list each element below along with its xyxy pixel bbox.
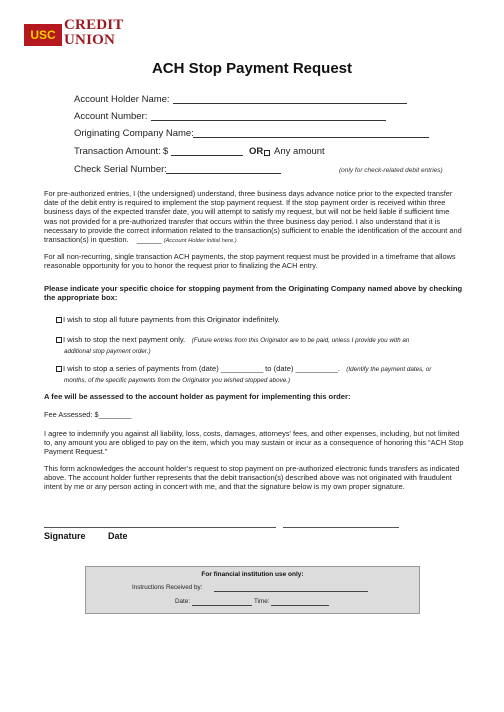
indemnify-paragraph: I agree to indemnify you against all liability, loss, costs, damages, attorneys' fees, and other expenses, including, but not limited to, any amount you are obliged to pay on the item, which you may sustain or incur as a consequence of honoring this “ACH Stop Payment Request.” (44, 429, 464, 457)
option-stop-all-label: I wish to stop all future payments from this Originator indefinitely. (63, 315, 280, 324)
fi-time-line[interactable] (271, 605, 329, 606)
checkbox-icon[interactable] (56, 337, 62, 343)
signature-label: Signature (44, 531, 86, 541)
fee-assessed-label: Fee Assessed: (44, 410, 93, 419)
fi-date-line[interactable] (192, 605, 252, 606)
fee-heading: A fee will be assessed to the account holder as payment for implementing this order: (44, 392, 351, 401)
originating-company-line[interactable] (193, 137, 429, 138)
checkbox-icon[interactable] (56, 317, 62, 323)
check-serial-line[interactable] (166, 173, 281, 174)
financial-box-title: For financial institution use only: (201, 571, 304, 578)
option-stop-next-note-a: (Future entries from this Originator are to be paid, unless I provide you with an (191, 337, 410, 344)
pre-authorized-paragraph (44, 189, 464, 246)
fi-date-label: Date: (175, 598, 191, 605)
initial-note: (Account Holder initial here.) (163, 238, 237, 245)
originating-company-label: Originating Company Name: (74, 128, 194, 139)
choice-heading: Please indicate your specific choice for stopping payment from the Originating Company named above by checking the appropriate box: (44, 284, 463, 303)
dollar-sign: $ (163, 146, 169, 157)
page-title: ACH Stop Payment Request (151, 60, 353, 77)
signature-line[interactable] (44, 527, 276, 528)
any-amount-checkbox[interactable] (264, 147, 271, 158)
account-holder-name-label: Account Holder Name: (74, 94, 170, 105)
date-label: Date (108, 531, 128, 541)
initial-blank[interactable]: ______ (136, 235, 162, 245)
checkbox-icon[interactable] (264, 150, 270, 156)
option-stop-all[interactable] (56, 315, 466, 325)
check-serial-label: Check Serial Number: (74, 164, 167, 175)
checkbox-icon[interactable] (56, 366, 62, 372)
option-stop-series[interactable] (56, 364, 466, 386)
account-holder-name-line[interactable] (173, 103, 407, 104)
option-stop-next[interactable] (56, 335, 466, 357)
option-stop-series-note-b: months, of the specific payments from the Originator you wished stopped above.) (64, 377, 291, 384)
logo-text-line1: CREDIT (64, 17, 124, 33)
transaction-amount-line[interactable] (171, 155, 243, 156)
instructions-received-label: Instructions Received by: (132, 584, 203, 591)
pre-authorized-text: For pre-authorized entries, I (the undersigned) understand, three business days advance notice prior to the expected transfer date of the debit entry is required to implement the stop payment request. If the stop payment order is received within three business days of the expected transfer date, you will attempt to satisfy my request, but will not be held liable if sufficient time was not provided for a pre-authorized transfer that occurs within the three business day period. I also understand that it is necessary to provide the correct information related to the transaction(s) sufficient to enable the identification of the account and transaction(s) in question. (44, 189, 462, 245)
check-serial-note: (only for check-related debit entries) (339, 167, 443, 174)
fee-assessed-row (44, 410, 464, 419)
option-stop-series-label: I wish to stop a series of payments from (date) __________ to (date) __________. (63, 364, 340, 373)
financial-institution-box (85, 566, 420, 614)
non-recurring-paragraph: For all non-recurring, single transaction ACH payments, the stop payment request must be provided in a timeframe that allows reasonable opportunity for you to honor the request prior to finalizing the ACH entry. (44, 252, 456, 271)
fi-time-label: Time: (254, 598, 270, 605)
option-stop-series-note-a: (Identify the payment dates, or (346, 366, 432, 373)
logo-usc-mark: USC (24, 24, 62, 46)
option-stop-next-label: I wish to stop the next payment only. (63, 335, 186, 344)
or-label: OR (249, 146, 264, 157)
logo-text (64, 18, 124, 48)
any-amount-label: Any amount (274, 146, 325, 157)
account-number-line[interactable] (151, 120, 386, 121)
account-number-label: Account Number: (74, 111, 148, 122)
fee-assessed-blank[interactable]: $________ (94, 410, 132, 419)
option-stop-next-note-b: additional stop payment order.) (64, 348, 151, 355)
transaction-amount-label: Transaction Amount: (74, 146, 161, 157)
credit-union-logo (24, 18, 128, 52)
acknowledge-paragraph: This form acknowledges the account holder’s request to stop payment on pre-authorized electronic funds transfers as indicated above. The account holder further represents that the debit transaction(s) described above was not originated with fraudulent intent by me or any person acting in concert with me, and that the signature below is my own proper signature. (44, 464, 460, 492)
instructions-received-line[interactable] (214, 591, 368, 592)
date-line[interactable] (283, 527, 399, 528)
logo-text-line2: UNION (64, 32, 116, 48)
